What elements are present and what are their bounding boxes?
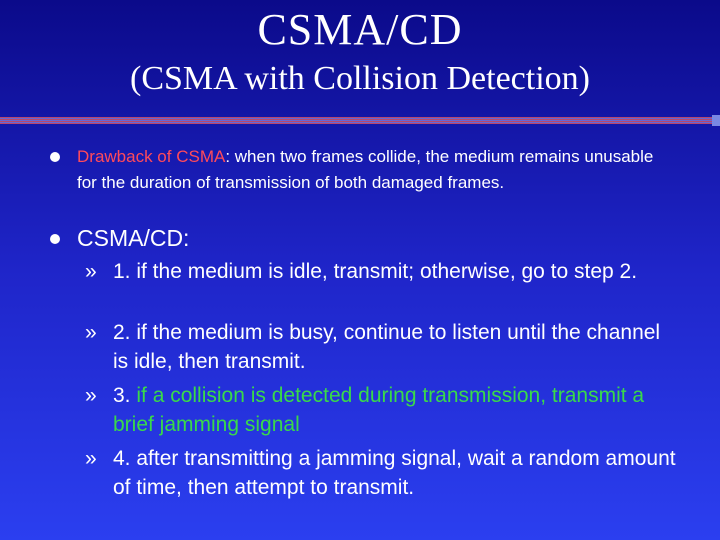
slide-title: CSMA/CD <box>257 5 463 54</box>
bullet-dot-1 <box>50 152 60 162</box>
step-marker: » <box>85 321 97 344</box>
slide-subtitle: (CSMA with Collision Detection) <box>130 60 590 97</box>
step-marker: » <box>85 447 97 470</box>
step-3-text <box>113 381 678 439</box>
divider-end-cap <box>712 115 720 126</box>
step-3-highlight: if a collision is detected during transmission, transmit a brief jamming signal <box>113 384 645 436</box>
bullet-1-text <box>77 144 677 196</box>
step-2-text: 2. if the medium is busy, continue to listen until the channel is idle, then transmit. <box>113 321 661 373</box>
step-marker: » <box>85 384 97 407</box>
bullet-dot-2 <box>50 234 60 244</box>
step-3-number: 3. <box>113 384 137 407</box>
drawback-highlight: Drawback of CSMA <box>77 147 226 166</box>
step-4-text: 4. after transmitting a jamming signal, wait a random amount of time, then attempt to transmit. <box>113 447 676 499</box>
step-marker: » <box>85 260 97 283</box>
step-1-text: 1. if the medium is idle, transmit; otherwise, go to step 2. <box>113 260 638 283</box>
drawback-description: : when two frames collide, the medium remains unusable for the duration of transmission of both damaged frames. <box>77 147 654 192</box>
title-divider <box>0 117 720 124</box>
bullet-2-label: CSMA/CD: <box>77 225 190 251</box>
